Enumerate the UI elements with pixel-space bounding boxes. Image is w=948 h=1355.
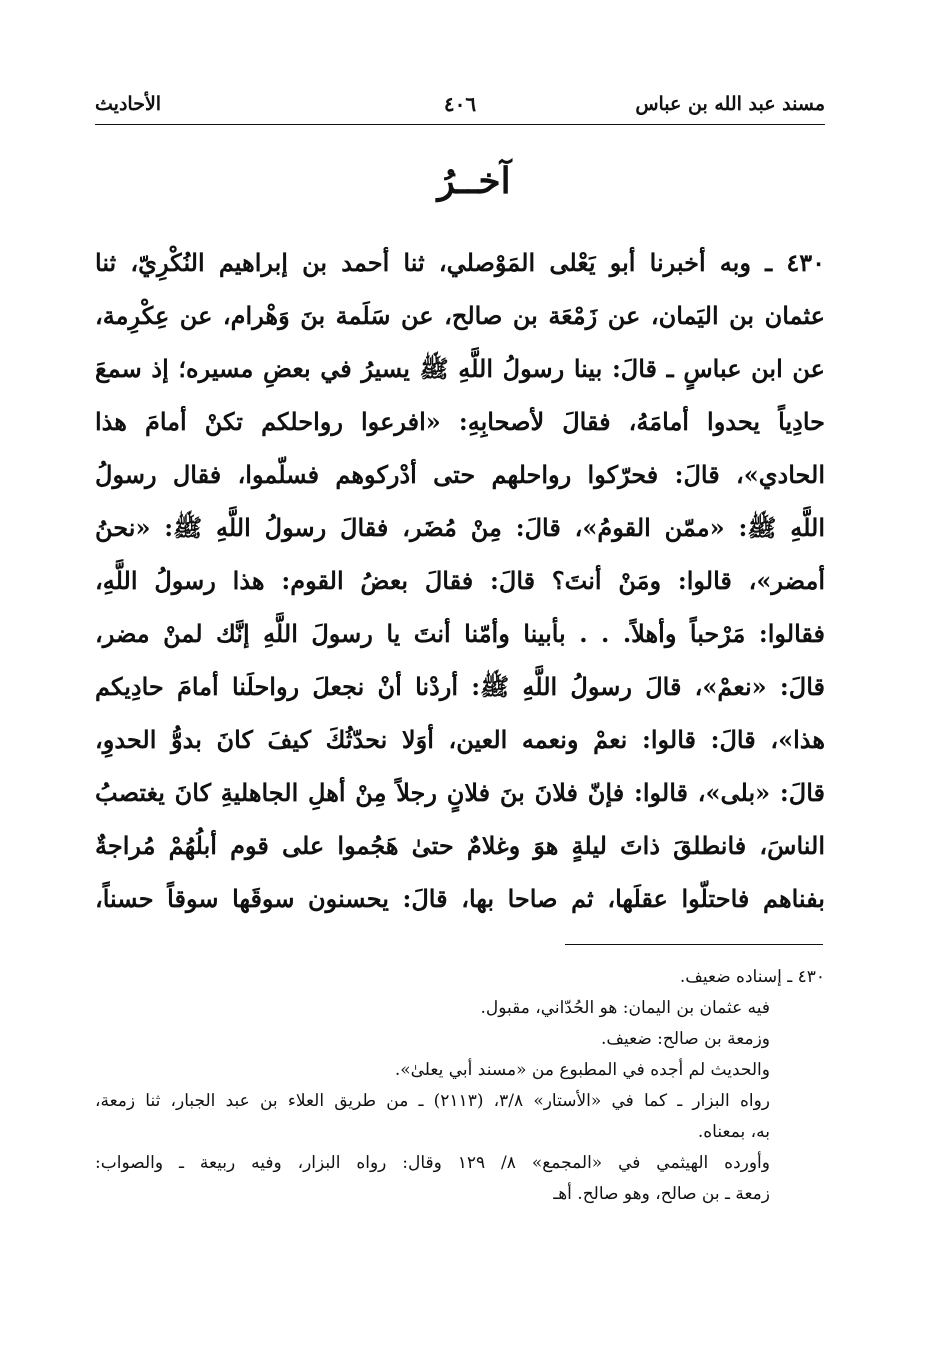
body-line: عثمان بن اليَمان، عن زَمْعَة بن صالح، عن سَلَمة بنَ وَهْرام، عن عِكْرِمة، [95, 301, 825, 330]
running-header [95, 88, 825, 120]
footnotes [95, 962, 825, 1210]
footnote-divider [565, 944, 823, 945]
header-book-title: مسند عبد الله بن عباس [635, 93, 825, 115]
body-line: هذا»، قالَ: قالوا: نعمْ ونعمه العين، أوَلا نحدّثُكَ كيفَ كانَ بدوُّ الحدوِ، [95, 725, 825, 754]
page-number: ٤٠٦ [443, 92, 477, 116]
footnote-line: به، بمعناه. [697, 1122, 770, 1142]
body-line: قالَ: «نعمْ»، قالَ رسولُ اللَّهِ ﷺ: أردْنا أنْ نجعلَ رواحلَنا أمامَ حادِيكم [95, 672, 825, 701]
footnote-line: وزمعة بن صالح: ضعيف. [601, 1029, 770, 1049]
body-line: أمضر»، قالوا: ومَنْ أنتَ؟ قالَ: فقالَ بعضُ القوم: هذا رسولُ اللَّهِ، [95, 566, 825, 595]
footnote-line: وأورده الهيثمي في «المجمع» ٨/ ١٢٩ وقال: رواه البزار، وفيه ربيعة ـ والصواب: [95, 1153, 770, 1173]
body-line: عن ابن عباسٍ ـ قالَ: بينا رسولُ اللَّهِ ﷺ يسيرُ في بعضِ مسيره؛ إذ سمعَ [95, 354, 825, 383]
body-line: ٤٣٠ ـ وبه أخبرنا أبو يَعْلى المَوْصلي، ثنا أحمد بن إبراهيم النُكْرِيّ، ثنا [95, 248, 825, 277]
body-line: قالَ: «بلى»، قالوا: فإنّ فلانَ بنَ فلانٍ رجلاً مِنْ أهلِ الجاهليةِ كانَ يغتصبُ [95, 778, 825, 807]
footnote-line: والحديث لم أجده في المطبوع من «مسند أبي يعلىٰ». [394, 1060, 770, 1080]
body-line: الناسَ، فانطلقَ ذاتَ ليلةٍ هوَ وغلامٌ حتىٰ هَجُموا على قوم أبلُهُمْ مُراجةٌ [95, 831, 825, 860]
body-line: الحادي»، قالَ: فحرّكوا رواحلهم حتى أدْركوهم فسلّموا، فقال رسولُ [95, 460, 825, 489]
body-line: فقالوا: مَرْحباً وأهلاً. . . بأبينا وأمّنا أنتَ يا رسولَ اللَّهِ إنَّك لمنْ مضر، [95, 619, 825, 648]
footnote-line: ٤٣٠ ـ إسناده ضعيف. [679, 967, 825, 987]
body-line: حادِياً يحدوا أمامَهُ، فقالَ لأصحابِهِ: «افرعوا رواحلكم تكنْ أمامَ هذا [95, 407, 825, 436]
footnote-line: رواه البزار ـ كما في «الأستار» ٣/٨، (٢١١٣) ـ من طريق العلاء بن عبد الجبار، ثنا زمعة، [95, 1091, 770, 1111]
footnote-line: فيه عثمان بن اليمان: هو الحُدّاني، مقبول. [480, 998, 770, 1018]
body-line: اللَّهِ ﷺ: «ممّن القومُ»، قالَ: مِنْ مُضَر، فقالَ رسولُ اللَّهِ ﷺ: «نحنُ [95, 513, 825, 542]
header-section-title: الأحاديث [95, 93, 162, 115]
body-line: بفناهم فاحتلّوا عقلَها، ثم صاحا بها، قالَ: يحسنون سوقَها سوقاً حسناً، [95, 884, 825, 913]
section-title: آخــرُ [437, 160, 511, 202]
hadith-body [95, 236, 825, 925]
footnote-line: زمعة ـ بن صالح، وهو صالح. أهـ [553, 1184, 770, 1204]
header-divider [95, 124, 825, 125]
